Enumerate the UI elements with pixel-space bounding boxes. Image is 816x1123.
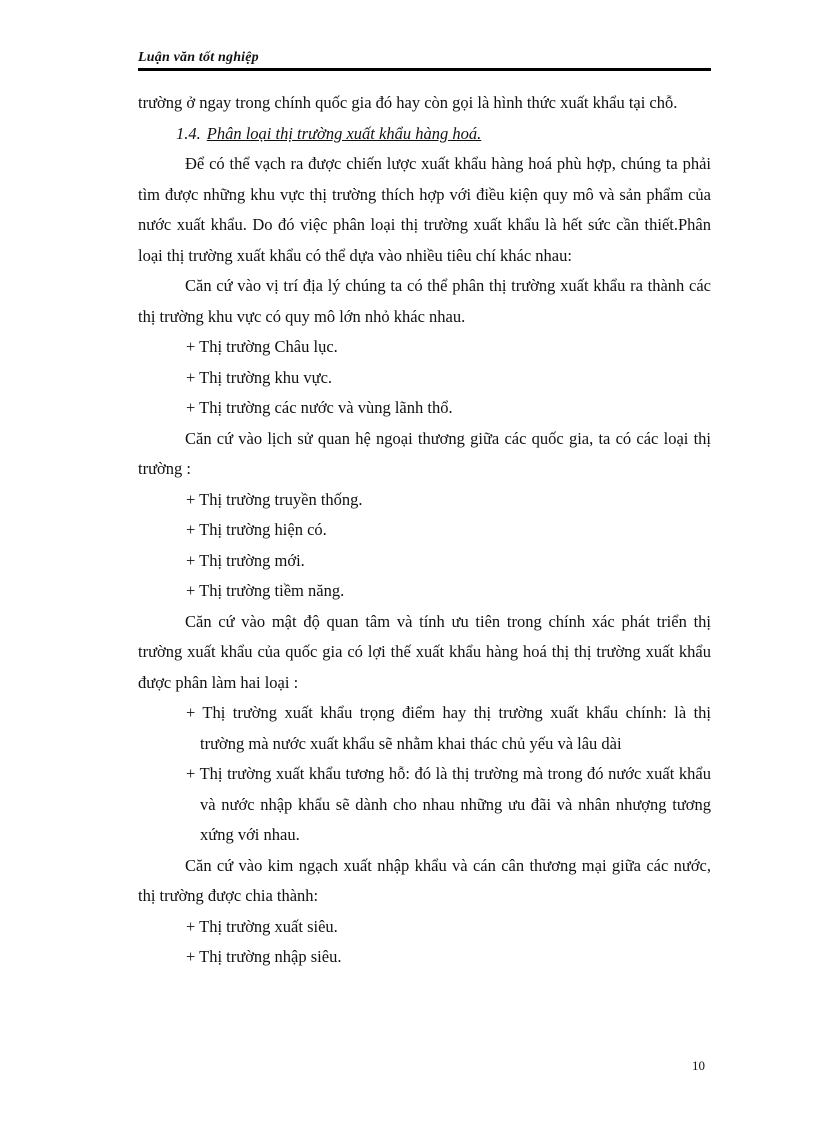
- paragraph: Để có thể vạch ra được chiến lược xuất khẩu hàng hoá phù hợp, chúng ta phải tìm được những khu vực thị trường thích hợp với điều kiện quy mô và sản phẩm của nước xuất khẩu. Do đó việc phân loại thị trường xuất khẩu là hết sức cần thiết.Phân loại thị trường xuất khẩu có thể dựa vào nhiều tiêu chí khác nhau:: [138, 154, 711, 265]
- section-title: Phân loại thị trường xuất khẩu hàng hoá.: [206, 123, 482, 143]
- page-number: 10: [692, 1058, 705, 1073]
- running-header: Luận văn tốt nghiệp: [138, 50, 259, 65]
- list-item: + Thị trường các nước và vùng lãnh thổ.: [186, 398, 453, 417]
- list-item: + Thị trường tiềm năng.: [186, 581, 345, 600]
- list-item: + Thị trường truyền thống.: [186, 489, 363, 509]
- list-item: + Thị trường nhập siêu.: [186, 947, 342, 966]
- paragraph: Căn cứ vào mật độ quan tâm và tính ưu tiên trong chính xác phát triển thị trường xuất khẩu của quốc gia có lợi thế xuất khẩu hàng hoá thị thị trường xuất khẩu được phân làm hai loại :: [138, 611, 711, 692]
- header-rule: [138, 68, 711, 71]
- page-body: [138, 88, 711, 973]
- list-item: + Thị trường mới.: [186, 550, 305, 570]
- paragraph: Căn cứ vào lịch sử quan hệ ngoại thương giữa các quốc gia, ta có các loại thị trường :: [138, 428, 711, 478]
- section-number: 1.4.: [176, 123, 201, 143]
- list-item: + Thị trường xuất khẩu trọng điểm hay thị trường xuất khẩu chính: là thị trường mà nước xuất khẩu sẽ nhằm khai thác chủ yếu và lâu dài: [186, 703, 711, 753]
- list-item: + Thị trường xuất khẩu tương hỗ: đó là thị trường mà trong đó nước xuất khẩu và nước nhập khẩu sẽ dành cho nhau những ưu đãi và nhân nhượng tương xứng với nhau.: [186, 764, 711, 844]
- list-item: + Thị trường hiện có.: [186, 520, 327, 539]
- section-heading: [138, 119, 711, 150]
- paragraph: Căn cứ vào vị trí địa lý chúng ta có thể phân thị trường xuất khẩu ra thành các thị trường khu vực có quy mô lớn nhỏ khác nhau.: [138, 276, 711, 326]
- paragraph-continued: trường ở ngay trong chính quốc gia đó hay còn gọi là hình thức xuất khẩu tại chỗ.: [138, 93, 678, 112]
- list-item: + Thị trường khu vực.: [186, 367, 333, 387]
- list-item: + Thị trường xuất siêu.: [186, 916, 338, 936]
- list-item: + Thị trường Châu lục.: [186, 337, 338, 356]
- paragraph: Căn cứ vào kim ngạch xuất nhập khẩu và cán cân thương mại giữa các nước, thị trường được chia thành:: [138, 855, 711, 905]
